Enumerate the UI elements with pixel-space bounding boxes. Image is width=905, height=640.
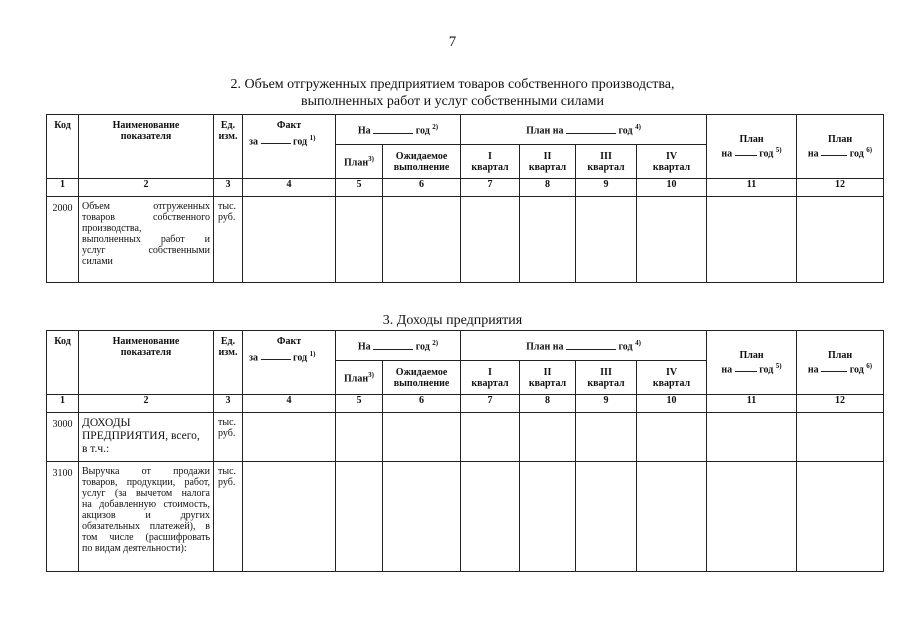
- column-number: 3: [214, 179, 243, 197]
- footnote-2: 2): [432, 339, 439, 348]
- header-unit-line: изм.: [218, 131, 238, 142]
- column-number: 6: [383, 395, 461, 413]
- header-quarter-num: II: [543, 150, 552, 162]
- value-cell-col-6[interactable]: [383, 413, 461, 462]
- header-god: год: [415, 125, 430, 137]
- header-expected-line: Ожидаемое: [395, 366, 448, 378]
- header-q4: [637, 361, 707, 395]
- unit-line: тыс.: [218, 417, 237, 428]
- header-god: год: [293, 136, 308, 148]
- blank-year-field: [566, 125, 616, 134]
- value-cell-col-12[interactable]: [797, 413, 884, 462]
- column-number: 9: [576, 395, 637, 413]
- column-number: 8: [520, 179, 576, 197]
- value-cell-col-4[interactable]: [243, 197, 336, 283]
- column-numbers-row: [47, 179, 884, 197]
- header-quarter-label: квартал: [587, 377, 625, 389]
- table-row: [47, 462, 884, 572]
- header-god: год: [759, 148, 774, 160]
- indicator-name-line: по видам деятельности):: [82, 543, 187, 554]
- header-code-label: Код: [54, 336, 71, 347]
- header-quarter-label: квартал: [652, 161, 691, 173]
- column-number: 7: [461, 395, 520, 413]
- header-god: год: [849, 148, 864, 160]
- column-number: 1: [47, 179, 79, 197]
- value-cell-col-5[interactable]: [336, 462, 383, 572]
- row-indicator-name: [79, 413, 214, 462]
- header-fact-label: Факт: [276, 120, 302, 131]
- header-expected-line: Ожидаемое: [395, 150, 448, 162]
- value-cell-col-8[interactable]: [520, 462, 576, 572]
- blank-year-field: [373, 341, 413, 350]
- header-name: [79, 115, 214, 179]
- page-number: 7: [448, 34, 457, 50]
- value-cell-col-9[interactable]: [576, 413, 637, 462]
- value-cell-col-11[interactable]: [707, 413, 797, 462]
- column-number: 12: [797, 179, 884, 197]
- header-quarter-num: III: [600, 150, 612, 162]
- blank-year-field: [261, 351, 291, 360]
- header-plan-label: План: [827, 349, 853, 361]
- indicator-name-line: выполненных работ и: [82, 234, 210, 245]
- header-code-label: Код: [54, 120, 71, 131]
- row-indicator-name: [79, 462, 214, 572]
- value-cell-col-5[interactable]: [336, 197, 383, 283]
- footnote-4: 4): [635, 339, 641, 348]
- footnote-6: 6): [866, 145, 873, 154]
- value-cell-col-10[interactable]: [637, 413, 707, 462]
- header-unit-line: изм.: [218, 347, 238, 358]
- header-quarter-label: квартал: [652, 377, 691, 389]
- unit-line: руб.: [218, 212, 236, 223]
- header-quarter-label: квартал: [528, 377, 567, 389]
- header-name: [79, 331, 214, 395]
- header-quarter-label: квартал: [471, 161, 509, 173]
- footnote-4: 4): [635, 123, 641, 132]
- value-cell-col-11[interactable]: [707, 462, 797, 572]
- header-plan-year: [461, 331, 707, 361]
- header-expected-line: выполнение: [393, 161, 450, 173]
- header-q3: [576, 145, 637, 179]
- indicator-name-line: на добавленную стоимость,: [82, 499, 210, 510]
- indicator-name-line: Объем отгруженных: [82, 201, 210, 212]
- unit-line: руб.: [218, 428, 236, 439]
- header-plan-label: План: [739, 349, 764, 361]
- column-number: 1: [47, 395, 79, 413]
- blank-year-field: [821, 147, 847, 156]
- header-quarter-num: II: [543, 366, 552, 378]
- value-cell-col-5[interactable]: [336, 413, 383, 462]
- header-plan-6: [797, 331, 884, 395]
- value-cell-col-8[interactable]: [520, 197, 576, 283]
- header-god: год: [849, 364, 864, 376]
- header-fact: [243, 331, 336, 395]
- blank-year-field: [735, 363, 757, 372]
- indicator-name-line: производства,: [82, 223, 142, 234]
- unit-line: руб.: [218, 477, 236, 488]
- table-row: [47, 413, 884, 462]
- footnote-1: 1): [309, 350, 316, 358]
- value-cell-col-7[interactable]: [461, 197, 520, 283]
- header-god: год: [618, 341, 633, 353]
- footnote-1: 1): [309, 134, 316, 142]
- header-plan-5: [707, 331, 797, 395]
- header-quarter-label: квартал: [528, 161, 567, 173]
- column-number: 8: [520, 395, 576, 413]
- header-fact: [243, 115, 336, 179]
- column-number: 5: [336, 179, 383, 197]
- header-plan-year: [461, 115, 707, 145]
- table-row: [47, 197, 884, 283]
- indicator-name-line: товаров собственного: [82, 212, 210, 223]
- header-fact-label: Факт: [276, 336, 302, 347]
- header-q2: [520, 361, 576, 395]
- row-unit: [214, 462, 243, 572]
- indicator-name-line: ПРЕДПРИЯТИЯ, всего,: [82, 430, 200, 442]
- header-name-line: показателя: [120, 131, 172, 142]
- value-cell-col-7[interactable]: [461, 462, 520, 572]
- footnote-3: 3): [368, 371, 374, 380]
- value-cell-col-4[interactable]: [243, 413, 336, 462]
- header-na-lower: на: [721, 364, 733, 376]
- value-cell-col-10[interactable]: [637, 197, 707, 283]
- indicator-name-line: том числе (расшифровать: [82, 532, 210, 543]
- header-quarter-num: IV: [665, 150, 678, 162]
- row-code: 3100: [47, 462, 79, 572]
- header-unit: [214, 115, 243, 179]
- row-code: 2000: [47, 197, 79, 283]
- column-number: 11: [707, 179, 797, 197]
- header-na-year: [336, 115, 461, 145]
- indicator-name-line: обязательных платежей), в: [82, 521, 210, 532]
- header-q4: [637, 145, 707, 179]
- header-fact-za: за: [249, 352, 259, 364]
- shipped-volume-table: [46, 114, 884, 283]
- blank-year-field: [566, 341, 616, 350]
- header-name-line: Наименование: [112, 336, 180, 347]
- header-plan-label: План: [344, 373, 369, 385]
- header-q1: [461, 361, 520, 395]
- indicator-name-line: услуг (за вычетом налога: [82, 488, 210, 499]
- value-cell-col-10[interactable]: [637, 462, 707, 572]
- footnote-2: 2): [432, 123, 439, 132]
- header-expected: [383, 145, 461, 179]
- column-number: 2: [79, 395, 214, 413]
- header-na-year: [336, 331, 461, 361]
- header-plan-label: План: [739, 133, 764, 145]
- header-name-line: показателя: [120, 347, 172, 358]
- header-quarter-num: III: [600, 366, 612, 378]
- section-title-shipped-volume: [0, 76, 905, 110]
- column-number: 3: [214, 395, 243, 413]
- section-title-line: 3. Доходы предприятия: [382, 313, 523, 328]
- column-number: 2: [79, 179, 214, 197]
- blank-year-field: [261, 135, 291, 144]
- column-number: 9: [576, 179, 637, 197]
- indicator-name-line: акцизов и других: [82, 510, 210, 521]
- blank-year-field: [735, 147, 757, 156]
- value-cell-col-11[interactable]: [707, 197, 797, 283]
- indicator-name-line: товаров, продукции, работ,: [82, 477, 210, 488]
- row-unit: [214, 413, 243, 462]
- column-number: 6: [383, 179, 461, 197]
- income-table: [46, 330, 884, 572]
- header-q2: [520, 145, 576, 179]
- indicator-name-line: силами: [82, 256, 113, 267]
- value-cell-col-4[interactable]: [243, 462, 336, 572]
- header-quarter-num: I: [488, 366, 492, 378]
- header-q3: [576, 361, 637, 395]
- header-na-lower: на: [807, 148, 819, 160]
- section-title-line: 2. Объем отгруженных предприятием товаров собственного производства,: [230, 77, 675, 92]
- footnote-5: 5): [775, 361, 782, 370]
- header-na: На: [357, 341, 371, 353]
- column-number: 4: [243, 179, 336, 197]
- header-plan-label: План: [827, 133, 853, 145]
- indicator-name-line: услуг собственными: [82, 245, 210, 256]
- header-na: На: [357, 125, 371, 137]
- column-number: 12: [797, 395, 884, 413]
- header-god: год: [618, 125, 633, 137]
- header-unit-line: Ед.: [220, 120, 236, 131]
- header-quarter-num: I: [488, 150, 492, 162]
- header-quarter-label: квартал: [587, 161, 625, 173]
- header-god: год: [415, 341, 430, 353]
- indicator-name-line: в т.ч.:: [82, 443, 110, 455]
- value-cell-col-12[interactable]: [797, 197, 884, 283]
- value-cell-col-9[interactable]: [576, 197, 637, 283]
- header-code: [47, 115, 79, 179]
- unit-line: тыс.: [218, 466, 237, 477]
- header-god: год: [293, 352, 308, 364]
- column-numbers-row: [47, 395, 884, 413]
- header-plan: [336, 145, 383, 179]
- indicator-name-line: Выручка от продажи: [82, 466, 210, 477]
- column-number: 11: [707, 395, 797, 413]
- unit-line: тыс.: [218, 201, 237, 212]
- header-code: [47, 331, 79, 395]
- header-expected-line: выполнение: [393, 377, 450, 389]
- header-na-lower: на: [807, 364, 819, 376]
- value-cell-col-12[interactable]: [797, 462, 884, 572]
- header-quarter-num: IV: [665, 366, 678, 378]
- header-plan-na: План на: [526, 125, 564, 137]
- header-plan-label: План: [344, 157, 369, 169]
- header-plan-na: План на: [526, 341, 564, 353]
- blank-year-field: [821, 363, 847, 372]
- blank-year-field: [373, 125, 413, 134]
- header-god: год: [759, 364, 774, 376]
- row-unit: [214, 197, 243, 283]
- column-number: 7: [461, 179, 520, 197]
- header-unit: [214, 331, 243, 395]
- section-title-income: [0, 312, 905, 329]
- header-fact-za: за: [249, 136, 259, 148]
- header-plan: [336, 361, 383, 395]
- section-title-line: выполненных работ и услуг собственными силами: [300, 94, 605, 109]
- header-expected: [383, 361, 461, 395]
- row-indicator-name: [79, 197, 214, 283]
- row-code: 3000: [47, 413, 79, 462]
- value-cell-col-8[interactable]: [520, 413, 576, 462]
- header-quarter-label: квартал: [471, 377, 509, 389]
- column-number: 10: [637, 395, 707, 413]
- footnote-6: 6): [866, 361, 873, 370]
- column-number: 10: [637, 179, 707, 197]
- footnote-3: 3): [368, 155, 374, 164]
- footnote-5: 5): [775, 145, 782, 154]
- header-na-lower: на: [721, 148, 733, 160]
- column-number: 4: [243, 395, 336, 413]
- indicator-name-line: ДОХОДЫ: [82, 417, 131, 429]
- column-number: 5: [336, 395, 383, 413]
- value-cell-col-6[interactable]: [383, 197, 461, 283]
- value-cell-col-9[interactable]: [576, 462, 637, 572]
- header-plan-6: [797, 115, 884, 179]
- value-cell-col-7[interactable]: [461, 413, 520, 462]
- header-plan-5: [707, 115, 797, 179]
- value-cell-col-6[interactable]: [383, 462, 461, 572]
- header-name-line: Наименование: [112, 120, 180, 131]
- header-unit-line: Ед.: [220, 336, 236, 347]
- header-q1: [461, 145, 520, 179]
